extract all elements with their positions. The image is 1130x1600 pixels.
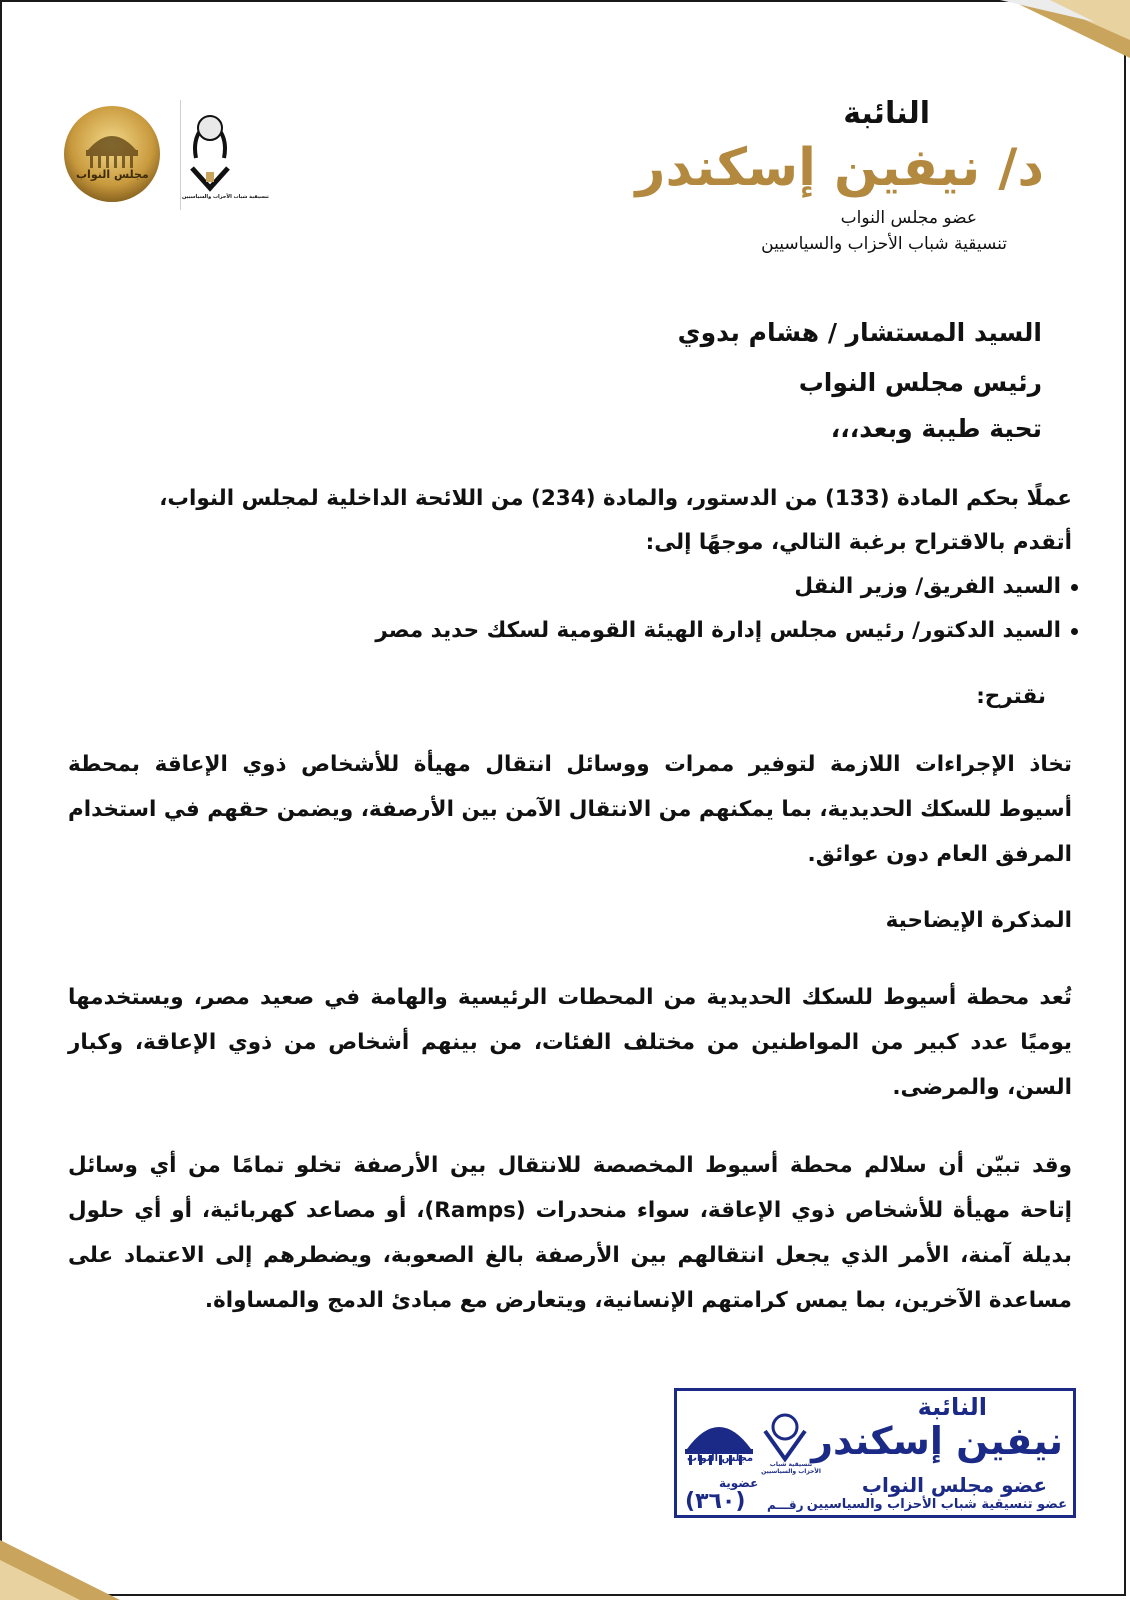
header-organization: تنسيقية شباب الأحزاب والسياسيين: [761, 234, 1007, 254]
addressee-line-2: رئيس مجلس النواب: [798, 368, 1042, 397]
coordination-logo-text: تنسيقية شباب الأحزاب والسياسيين: [182, 194, 269, 200]
memo-heading: المذكرة الإيضاحية: [885, 908, 1072, 933]
header-title: النائبة: [843, 96, 930, 131]
stamp-organization: عضو تنسيقية شباب الأحزاب والسياسيين: [806, 1497, 1067, 1512]
official-stamp: [674, 1388, 1076, 1518]
parliament-logo-text: مجلس النواب: [76, 168, 149, 181]
addressee-line-3: تحية طيبة وبعد،،،: [830, 414, 1042, 443]
bullet-icon: [1071, 628, 1078, 635]
stamp-number-label: رقـــم: [767, 1498, 804, 1512]
memo-paragraph-1: تُعد محطة أسيوط للسكك الحديدية من المحطات الرئيسية والهامة في صعيد مصر، ويستخدمها يوميًا عدد كبير من المواطنين من مختلف الفئات، من بينهم أشخاص من ذوي الإعاقة، وكبار السن، والمرضى.: [68, 985, 1072, 1100]
stamp-role: عضو مجلس النواب: [861, 1473, 1047, 1497]
stamp-membership-label: عضوية: [719, 1476, 759, 1490]
header-role: عضو مجلس النواب: [840, 208, 977, 228]
intro-line-2: أتقدم بالاقتراح برغبة التالي، موجهًا إلى:: [645, 530, 1072, 555]
stamp-parliament-text: مجلس النواب: [687, 1453, 754, 1464]
coordination-logo: [188, 108, 232, 192]
memo-paragraph-2: وقد تبيّن أن سلالم محطة أسيوط المخصصة للانتقال بين الأرصفة تخلو تمامًا من أي وسائل إتاحة مهيأة للأشخاص ذوي الإعاقة، سواء منحدرات (Ramps)، أو مصاعد كهربائية، أو أي حلول بديلة آمنة، الأمر الذي يجعل انتقالهم بين الأرصفة بالغ الصعوبة، ويضطرهم إلى الاعتماد على مساعدة الآخرين، بما يمس كرامتهم الإنسانية، ويتعارض مع مبادئ الدمج والمساواة.: [68, 1153, 1072, 1313]
logo-divider: [180, 100, 181, 210]
header-name: د/ نيفين إسكندر: [635, 138, 1044, 198]
proposal-label: نقترح:: [976, 684, 1046, 709]
addressee-line-1: السيد المستشار / هشام بدوي: [677, 318, 1042, 347]
stamp-name: نيفين إسكندر: [811, 1419, 1063, 1463]
recipient-text: السيد الدكتور/ رئيس مجلس إدارة الهيئة القومية لسكك حديد مصر: [375, 618, 1061, 643]
recipient-item: [68, 618, 1078, 643]
stamp-number: (٣٦٠): [685, 1489, 746, 1514]
stamp-coordination-text: تنسيقية شباب الأحزاب والسياسيين: [761, 1461, 821, 1475]
parliament-logo: [62, 104, 162, 204]
intro-line-1: عملًا بحكم المادة (133) من الدستور، والمادة (234) من اللائحة الداخلية لمجلس النواب،: [159, 486, 1072, 511]
proposal-text: تخاذ الإجراءات اللازمة لتوفير ممرات ووسائل انتقال مهيأة للأشخاص ذوي الإعاقة بمحطة أسيوط للسكك الحديدية، بما يمكنهم من الانتقال الآمن بين الأرصفة، ويضمن حقهم في استخدام المرفق العام دون عوائق.: [68, 752, 1072, 867]
header-logos: [62, 98, 269, 218]
recipient-text: السيد الفريق/ وزير النقل: [794, 574, 1061, 599]
bullet-icon: [1071, 584, 1078, 591]
stamp-title: النائبة: [917, 1393, 987, 1421]
corner-decoration-top-right: [1000, 0, 1130, 60]
corner-decoration-bottom-left: [0, 1530, 130, 1600]
recipient-item: [68, 574, 1078, 599]
